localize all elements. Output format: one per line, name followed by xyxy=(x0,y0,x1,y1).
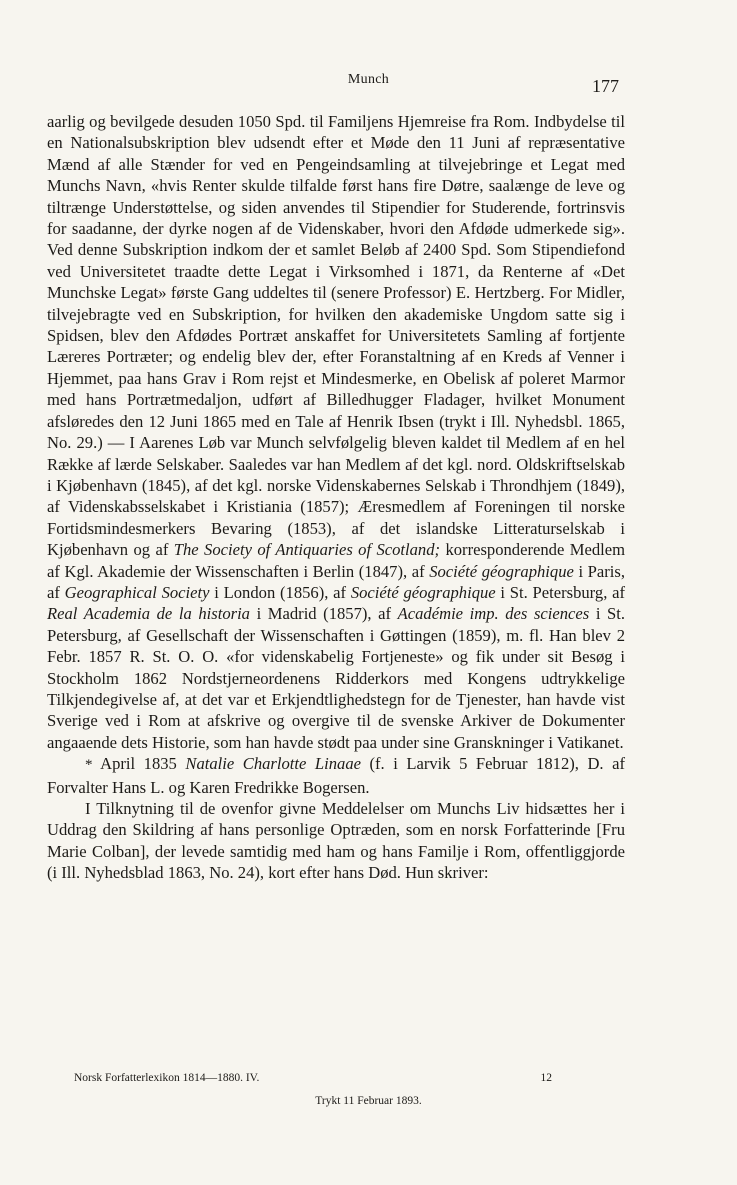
text-run: aarlig og bevilgede desuden 1050 Spd. til Familjens Hjemreise fra Rom. Indbydelse til en Nationalsubskription blev udsendt efter et Møde den 11 Juni af repræsentative Mænd af alle Stænder for ved en Pengeindsamling at tilvejebringe et Legat med Munchs Navn, «hvis Renter skulde tilfalde først hans fire Døtre, saalænge de leve og tiltrænge Understøttelse, og siden anvendes til Stipendier for Studerende, fortrinsvis for saadanne, der dyrke nogen af de Videnskaber, hvori den Afdøde udmerkede sig». Ved denne Subskription indkom der et samlet Beløb af 2400 Spd. Som Stipendiefond ved Universitetet traadte dette Legat i Virksomhed i 1871, da Renterne af «Det Munchske Legat» første Gang uddeltes til (senere Professor) E. Hertzberg. For Midler, tilvejebragte ved en Subskription, for hvilken den akademiske Ungdom satte sig i Spidsen, blev den Afdødes Portræt anskaffet for Universitetets Samling af fortjente Læreres Portræter; og endelig blev der, efter Foranstaltning af en Kreds af Venner i Hjemmet, paa hans Grav i Rom rejst et Mindesmerke, en Obelisk af poleret Marmor med hans Portrætmedaljon, udført af Billedhugger Fladager, hvilket Monument afsløredes den 12 Juni 1865 med en Tale af Henrik Ibsen (trykt i Ill. Nyhedsbl. 1865, No. 29.) — I Aarenes Løb var Munch selvfølgelig bleven kaldet til Medlem af en hel Række af lærde Selskaber. Saaledes var han Medlem af det kgl. nord. Oldskriftselskab i Kjøbenhavn (1845), af det kgl. norske Videnskabernes Selskab i Throndhjem (1849), af Videnskabsselskabet i Kristiania (1857); Æresmedlem af Foreningen til norske Fortidsmindesmerkers Bevaring (1853), af det islandske Litteraturselskab i Kjøbenhavn og af xyxy=(47,112,625,560)
text-run: i London (1856), af xyxy=(209,582,351,602)
italic-title: Real Academia de la historia xyxy=(47,604,250,624)
text-run: korresponderende Medlem af Kgl. Akademie der Wissenschaften i Berlin (1847), af xyxy=(47,540,626,581)
italic-title: The Society of Antiquaries of Scotland; xyxy=(173,540,441,560)
signature-number: 12 xyxy=(540,1072,552,1084)
footnote xyxy=(47,753,625,798)
text-run: i St. Petersburg, af Gesellschaft der Wissenschaften i Gøttingen (1859), m. fl. Han blev 2 Febr. 1857 R. St. O. O. «for videnskabelig Fortjeneste» og fik under sit Besøg i Stockholm 1862 Nordstjerneordenens Ridderkors med Kongens udtrykkelige Tilkjendegivelse af, at det var et Erkjendtlighedstegn for de Tjenester, han havde vist Sverige ved i Rom at afskrive og overgive til de svenske Arkiver de Dokumenter angaaende dets Historie, som han havde stødt paa under sine Granskninger i Vatikanet. xyxy=(47,604,625,752)
text-run: April 1835 xyxy=(92,754,186,774)
text-run: i Madrid (1857), af xyxy=(249,604,398,624)
signature-title: Norsk Forfatterlexikon 1814—1880. IV. xyxy=(74,1072,260,1084)
signature-line xyxy=(74,1072,552,1084)
text-run: (f. i Larvik 5 Februar 1812), D. af Forvalter Hans L. og Karen Fredrikke Bogersen. xyxy=(47,754,625,797)
text-run: i Paris, af xyxy=(47,561,625,602)
italic-title: Société géographique xyxy=(429,561,574,581)
italic-title: Geographical Society xyxy=(64,582,210,602)
printed-date: Trykt 11 Februar 1893. xyxy=(315,1095,422,1107)
paragraph-intro: I Tilknytning til de ovenfor givne Meddelelser om Munchs Liv hidsættes her i Uddrag den Skildring af hans personlige Optræden, som en norsk Forfatterinde [Fru Marie Colban], der levede samtidig med ham og hans Familje i Rom, offentliggjorde (i Ill. Nyhedsblad 1863, No. 24), kort efter hans Død. Hun skriver: xyxy=(47,799,625,883)
italic-name: Natalie Charlotte Linaae xyxy=(185,754,361,774)
page-number: 177 xyxy=(592,76,619,96)
body-text xyxy=(47,111,625,884)
italic-title: Société géographique xyxy=(350,582,496,602)
paragraph-main xyxy=(47,111,625,753)
running-head: Munch xyxy=(347,72,390,87)
footnote-marker: * xyxy=(85,757,93,774)
italic-title: Académie imp. des sciences xyxy=(397,604,590,624)
text-run: i St. Petersburg, af xyxy=(495,582,625,602)
